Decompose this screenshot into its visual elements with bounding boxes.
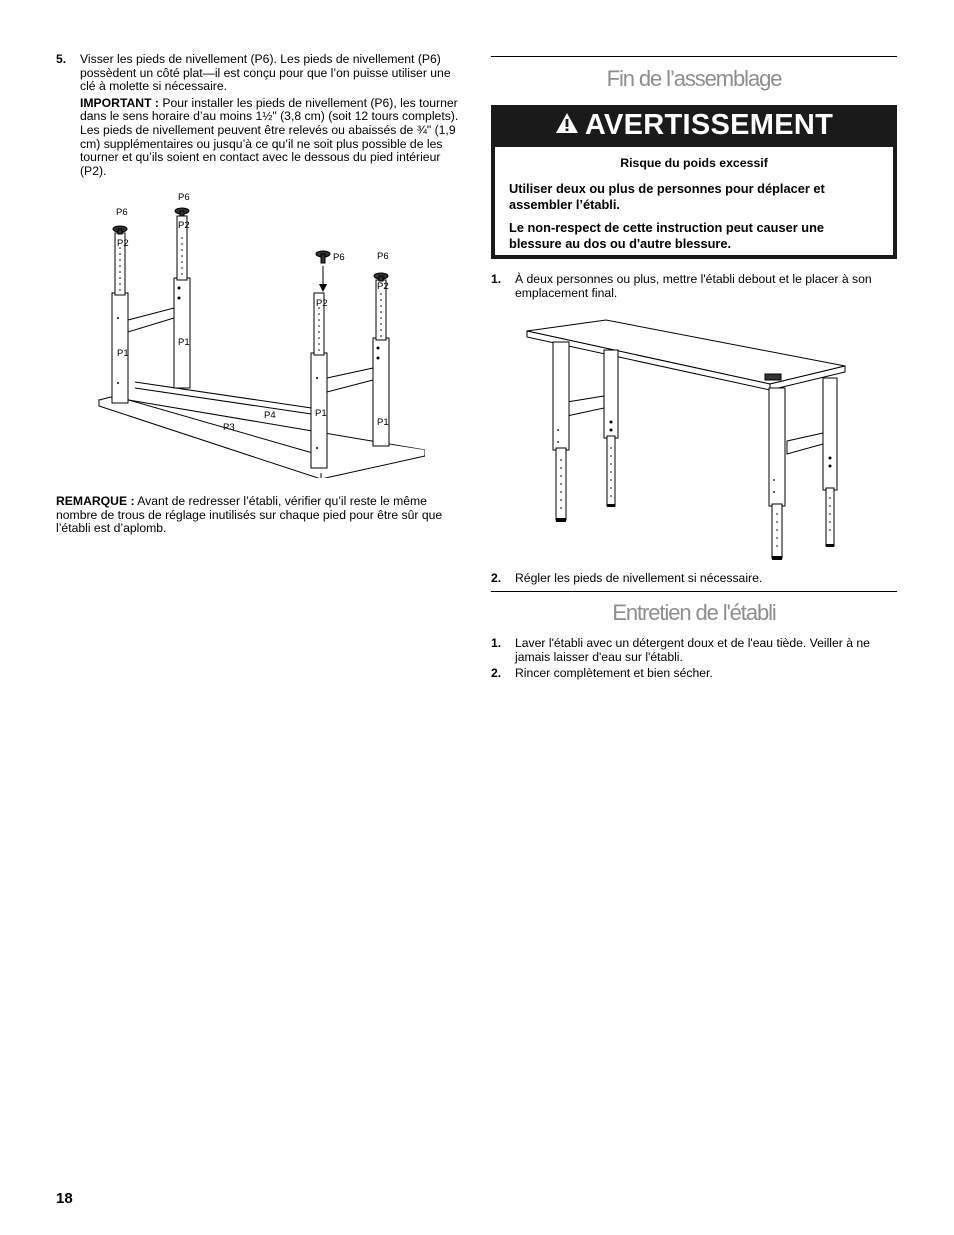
step-2-text: Régler les pieds de nivellement si nécessaire. (515, 571, 763, 585)
label-p6-c: P6 (333, 252, 345, 263)
important-text: Pour installer les pieds de nivellement (P6), les tourner dans le sens horaire d’au moins 1½" (3,8 cm) (soit 12 tours complets). Les pieds de nivellement peuvent être relevés ou abaissés de ¾" (1,9 cm) supplémentaires ou jusqu’à ce qu’il ne soit plus possible de les tourner et qu’ils soient en contact avec le dessous du pied intérieur (P2). (80, 95, 459, 178)
label-p2-d: P2 (377, 281, 389, 292)
section-title-care: Entretien de l'établi (612, 600, 776, 625)
label-p1-a: P1 (117, 348, 129, 359)
note-label: REMARQUE : (56, 494, 135, 508)
label-p3: P3 (223, 422, 235, 433)
step-number: 1. (491, 636, 502, 650)
label-p2-c: P2 (316, 298, 328, 309)
warning-header-text: AVERTISSEMENT (584, 109, 834, 141)
label-p2-a: P2 (117, 238, 129, 249)
care-step-2-text: Rincer complètement et bien sécher. (515, 666, 713, 680)
label-p1-d: P1 (377, 417, 389, 428)
section-title-assembly-end: Fin de l’assemblage (606, 66, 782, 91)
step-1-text: À deux personnes ou plus, mettre l'établi debout et le placer à son emplacement final. (515, 272, 872, 300)
step-5 (56, 53, 460, 181)
important-label: IMPORTANT : (80, 95, 159, 110)
care-step-1-text: Laver l'établi avec un détergent doux et de l'eau tiède. Veiller à ne jamais laisser d'eau sur l'établi. (515, 636, 870, 664)
note (56, 495, 466, 536)
warning-header (491, 105, 897, 145)
care-step-1 (491, 637, 891, 667)
leveling-feet-figure (95, 188, 425, 478)
warning-content (495, 147, 893, 255)
section-rule-care (491, 591, 897, 592)
label-p1-c: P1 (315, 408, 327, 419)
label-p6-d: P6 (377, 251, 389, 262)
workbench-figure (525, 318, 847, 564)
step-2 (491, 572, 891, 589)
warning-subtitle: Risque du poids excessif (620, 156, 768, 170)
label-p6-b: P6 (178, 192, 190, 203)
warning-line-2: Le non-respect de cette instruction peut causer une blessure au dos ou d'autre blessure. (509, 220, 825, 251)
warning-triangle-icon (555, 112, 579, 134)
step-number: 1. (491, 272, 502, 286)
label-p2-b: P2 (178, 220, 190, 231)
section-rule-top (491, 56, 897, 57)
warning-line-1: Utiliser deux ou plus de personnes pour déplacer et assembler l’établi. (509, 181, 825, 212)
care-step-2 (491, 667, 891, 684)
label-p4: P4 (264, 410, 276, 421)
step-number: 2. (491, 571, 502, 585)
step-5-text: Visser les pieds de nivellement (P6). Les pieds de nivellement (P6) possèdent un côté plat—il est conçu pour que l’on puisse utiliser une clé à molette si nécessaire. (80, 52, 451, 94)
label-p1-b: P1 (178, 337, 190, 348)
label-p6-a: P6 (116, 207, 128, 218)
warning-box (491, 105, 897, 259)
step-1 (491, 273, 891, 303)
important-note (80, 97, 460, 179)
note-text: Avant de redresser l’établi, vérifier qu’il reste le même nombre de trous de réglage inutilisés sur chaque pied pour être sûr que l’établi est d’aplomb. (56, 494, 443, 536)
step-number: 2. (491, 666, 502, 680)
page-number: 18 (56, 1190, 73, 1207)
step-number: 5. (56, 52, 67, 66)
